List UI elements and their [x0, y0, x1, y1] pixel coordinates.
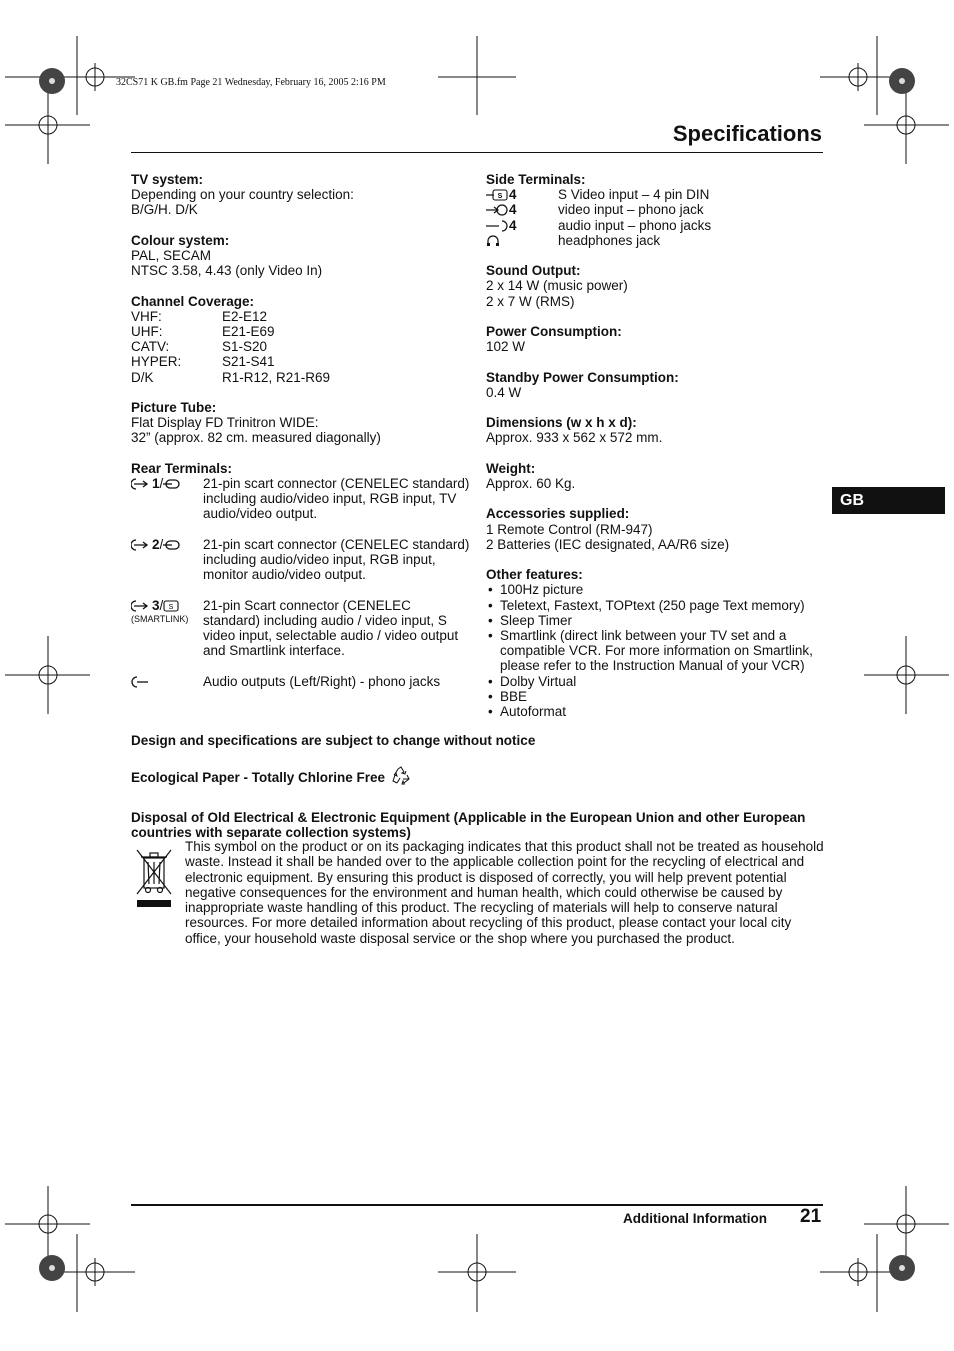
terminal-number: 1 [152, 476, 160, 491]
spec-line: 0.4 W [486, 384, 522, 400]
section-heading: Colour system: [131, 232, 230, 248]
side-terminal-item [486, 233, 831, 248]
list-item: • BBE [486, 689, 831, 704]
language-tab: GB [832, 487, 945, 514]
rear-terminal-item [131, 598, 471, 659]
scart-input-icon [131, 600, 151, 612]
s-video-input-icon [486, 189, 508, 201]
terminal-number: 4 [509, 217, 517, 233]
spec-line: 2 Batteries (IEC designated, AA/R6 size) [486, 536, 730, 552]
rear-terminal-item [131, 476, 471, 522]
band-range: R1-R12, R21-R69 [222, 369, 331, 385]
spec-line: 2 x 14 W (music power) [486, 278, 628, 294]
terminal-symbol [486, 187, 558, 202]
scart-input-icon [131, 478, 151, 490]
rear-terminals-section [131, 461, 471, 689]
terminal-description: 21-pin scart connector (CENELEC standard) including audio/video input, RGB input, TV audio/video output. [203, 476, 470, 522]
terminal-number: 3 [152, 597, 160, 613]
section-heading: Power Consumption: [486, 324, 622, 339]
power-consumption-section [486, 324, 831, 354]
spec-line: 2 x 7 W (RMS) [486, 293, 575, 309]
spec-line: NTSC 3.58, 4.43 (only Video In) [131, 263, 323, 279]
feature-list [486, 582, 831, 719]
band-range: E21-E69 [222, 324, 275, 339]
section-heading: TV system: [131, 172, 204, 187]
terminal-description: S Video input – 4 pin DIN [558, 187, 710, 203]
section-heading: Weight: [486, 460, 536, 476]
spec-line: Flat Display FD Trinitron WIDE: [131, 415, 319, 431]
footer-rule [131, 1204, 823, 1206]
page-number: 21 [800, 1206, 822, 1227]
list-item: • Smartlink (direct link between your TV set and a compatible VCR. For more information on Smartlink, please refer to the Instruction Manual of your VCR) [486, 628, 831, 674]
spec-line: 102 W [486, 339, 526, 355]
page-title: Specifications [672, 121, 822, 146]
band-range: E2-E12 [222, 308, 268, 324]
terminal-symbol [486, 218, 558, 233]
s-video-icon [163, 600, 179, 612]
section-heading: Side Terminals: [486, 172, 586, 187]
band-label: CATV: [131, 339, 170, 355]
terminal-description: 21-pin Scart connector (CENELEC standard) including audio / video input, S video input, selectable audio / video output and Smartlink interface. [203, 597, 459, 659]
section-heading: Picture Tube: [131, 400, 217, 415]
spec-line: B/G/H. D/K [131, 202, 198, 218]
side-terminal-item [486, 187, 831, 202]
list-item: • Teletext, Fastext, TOPtext (250 page Text memory) [486, 598, 831, 613]
section-heading: Accessories supplied: [486, 506, 630, 522]
band-label: VHF: [131, 308, 162, 324]
band-label: D/K [131, 369, 154, 385]
terminal-description: audio input – phono jacks [558, 217, 712, 233]
spec-column-right [486, 172, 831, 719]
list-item: • 100Hz picture [486, 582, 831, 597]
terminal-description: 21-pin scart connector (CENELEC standard) including audio/video input, RGB input, monitor audio/video output. [203, 536, 470, 583]
band-label: UHF: [131, 324, 163, 339]
svg-text:S: S [168, 603, 174, 611]
section-footer-label: Additional Information [623, 1211, 767, 1226]
channel-row [131, 354, 471, 369]
section-heading: Sound Output: [486, 263, 581, 279]
picture-tube-section [131, 400, 471, 446]
section-heading: Rear Terminals: [131, 460, 233, 476]
section-heading: Channel Coverage: [131, 293, 255, 309]
scart-input-icon [131, 539, 151, 551]
standby-power-section [486, 370, 831, 400]
terminal-symbol: 2/ [131, 537, 203, 583]
terminal-description: Audio outputs (Left/Right) - phono jacks [203, 673, 441, 689]
spec-line: Approx. 933 x 562 x 572 mm. [486, 430, 663, 446]
terminal-symbol: 3/ S (SMARTLINK) [131, 598, 203, 659]
channel-row [131, 370, 471, 385]
list-item: • Autoformat [486, 704, 831, 719]
section-heading: Other features: [486, 567, 583, 583]
audio-input-icon [486, 220, 508, 232]
sound-output-section [486, 263, 831, 309]
band-range: S21-S41 [222, 354, 275, 370]
scart-output-icon [163, 478, 181, 490]
disposal-text: This symbol on the product or on its packaging indicates that this product shall not be treated as household waste. Instead it shall be handed over to the applicable collection point for the recycling of electrical and electronic equipment. By ensuring this product is disposed of correctly, you will help prevent potential negative consequences for the environment and human health, which could otherwise be caused by inappropriate waste handling of this product. The recycling of materials will help to conserve natural resources. For more detailed information about recycling of this product, please contact your local city office, your household waste disposal service or the shop where you purchased the product. [185, 839, 824, 946]
terminal-number: 4 [509, 202, 517, 218]
change-notice: Design and specifications are subject to change without notice [131, 733, 536, 748]
channel-coverage-section [131, 294, 471, 385]
svg-text:S: S [497, 193, 503, 201]
terminal-number: 2 [152, 536, 160, 552]
spec-line: Depending on your country selection: [131, 187, 354, 203]
terminal-description: video input – phono jack [558, 202, 704, 218]
eco-paper-note [131, 770, 411, 786]
disposal-heading: Disposal of Old Electrical & Electronic Equipment (Applicable in the European Union and other European countries with separate collection systems) [131, 810, 806, 841]
section-heading: Dimensions (w x h x d): [486, 415, 637, 431]
spec-line: PAL, SECAM [131, 248, 212, 263]
side-terminal-item [486, 218, 831, 233]
crossed-bin-icon [134, 846, 174, 910]
terminal-symbol [486, 202, 558, 217]
channel-row [131, 324, 471, 339]
terminal-number: 4 [509, 187, 517, 203]
headphones-icon [486, 235, 500, 247]
terminal-symbol [486, 233, 558, 248]
band-label: HYPER: [131, 354, 182, 370]
audio-output-icon [131, 676, 151, 688]
side-terminals-section [486, 172, 831, 248]
video-input-icon [486, 204, 508, 216]
accessories-section [486, 506, 831, 552]
tv-system-section [131, 172, 471, 218]
scart-output-icon [163, 539, 181, 551]
spec-line: Approx. 60 Kg. [486, 475, 576, 491]
rear-terminal-item [131, 674, 471, 689]
section-heading: Standby Power Consumption: [486, 369, 679, 385]
channel-row [131, 309, 471, 324]
terminal-description: headphones jack [558, 232, 661, 248]
other-features-section [486, 567, 831, 719]
spec-line: 1 Remote Control (RM-947) [486, 521, 653, 537]
dimensions-section [486, 415, 831, 445]
terminal-sub-label: (SMARTLINK) [131, 613, 189, 624]
list-item: • Sleep Timer [486, 613, 831, 628]
recycle-icon [391, 766, 411, 786]
spec-column-left [131, 172, 471, 704]
rear-terminal-item [131, 537, 471, 583]
file-slug: 32CS71 K GB.fm Page 21 Wednesday, February 16, 2005 2:16 PM [116, 77, 386, 88]
header-rule [131, 152, 823, 153]
eco-paper-text: Ecological Paper - Totally Chlorine Free [131, 770, 386, 785]
list-item: • Dolby Virtual [486, 674, 831, 689]
channel-row [131, 339, 471, 354]
terminal-symbol [131, 674, 203, 689]
colour-system-section [131, 233, 471, 279]
side-terminal-item [486, 202, 831, 217]
terminal-symbol: 1/ [131, 476, 203, 522]
band-range: S1-S20 [222, 339, 268, 355]
spec-line: 32” (approx. 82 cm. measured diagonally) [131, 430, 381, 446]
weight-section [486, 461, 831, 491]
